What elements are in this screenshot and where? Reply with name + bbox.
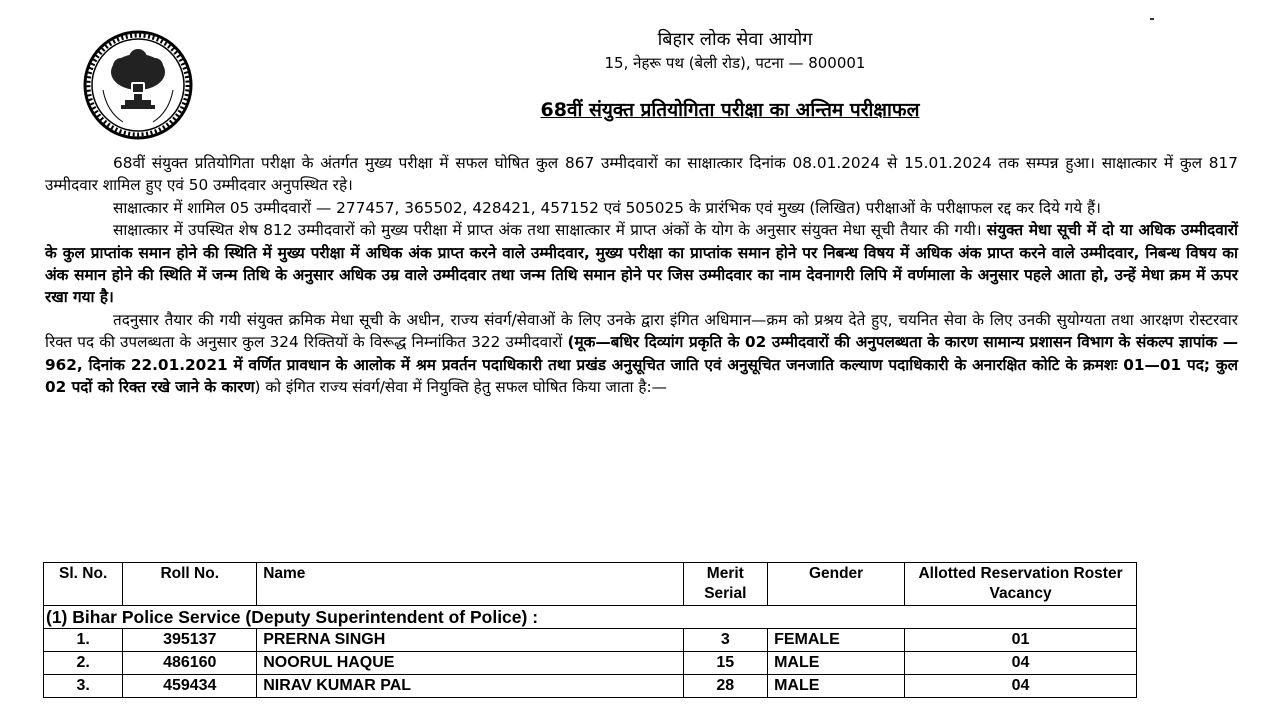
section-title: (1) Bihar Police Service (Deputy Superintendent of Police) : bbox=[44, 606, 1137, 629]
paragraph-selection bbox=[45, 309, 1238, 399]
notice-body bbox=[45, 152, 1238, 398]
cell-name: PRERNA SINGH bbox=[257, 629, 683, 652]
table-row bbox=[44, 675, 1137, 698]
cell-merit: 15 bbox=[683, 652, 768, 675]
commission-address: 15, नेहरू पथ (बेली रोड), पटना — 800001 bbox=[604, 54, 866, 72]
paragraph-merit-list bbox=[45, 219, 1238, 309]
cell-merit: 3 bbox=[683, 629, 768, 652]
merit-list-text: साक्षात्कार में उपस्थित शेष 812 उम्मीदवारों को मुख्य परीक्षा में प्राप्त अंक तथा साक्षात्कार में प्राप्त अंकों के योग के अनुसार संयुक्त मेधा सूची तैयार की गयी। bbox=[113, 221, 982, 240]
header-merit-serial: Merit Serial bbox=[683, 563, 768, 606]
cell-sl: 1. bbox=[44, 629, 123, 652]
cell-roll: 486160 bbox=[123, 652, 257, 675]
header-roll-no: Roll No. bbox=[123, 563, 257, 606]
cell-roll: 459434 bbox=[123, 675, 257, 698]
commission-name: बिहार लोक सेवा आयोग bbox=[657, 29, 813, 50]
cell-roll: 395137 bbox=[123, 629, 257, 652]
cell-merit: 28 bbox=[683, 675, 768, 698]
cell-roster: 01 bbox=[905, 629, 1137, 652]
letterhead bbox=[500, 28, 970, 74]
bpsc-seal-logo bbox=[83, 30, 193, 140]
vacancy-note-text: (मूक—बधिर दिव्यांग प्रकृति के 02 उम्मीदवारों की अनुपलब्धता के कारण सामान्य प्रशासन विभाग के संकल्प ज्ञापांक — 962, दिनांक 22.01.2021 में वर्णित प्रावधान के आलोक में श्रम प्रवर्तन पदाधिकारी तथा प्रखंड अनुसूचित जाति एवं अनुसूचित जनजाति कल्याण पदाधिकारी के अनारक्षित कोटि के क्रमशः 01—01 पद; कुल 02 पदों को रिक्त रखे जाने के कारण bbox=[45, 333, 1238, 397]
header-gender: Gender bbox=[768, 563, 905, 606]
cell-sl: 3. bbox=[44, 675, 123, 698]
section-row bbox=[44, 606, 1137, 629]
header-roster-vacancy: Allotted Reservation Roster Vacancy bbox=[905, 563, 1137, 606]
header-sl-no: Sl. No. bbox=[44, 563, 123, 606]
table-row bbox=[44, 629, 1137, 652]
header-name: Name bbox=[257, 563, 683, 606]
paragraph-cancelled-results: साक्षात्कार में शामिल 05 उम्मीदवारों — 277457, 365502, 428421, 457152 एवं 505025 के प्रारंभिक एवं मुख्य (लिखित) परीक्षाओं के परीक्षाफल रद्द कर दिये गये हैं। bbox=[113, 198, 1101, 217]
table-header-row bbox=[44, 563, 1137, 606]
cell-gender: MALE bbox=[768, 652, 905, 675]
table-row bbox=[44, 652, 1137, 675]
cell-gender: FEMALE bbox=[768, 629, 905, 652]
result-table bbox=[43, 562, 1137, 698]
paragraph-interview-summary: 68वीं संयुक्त प्रतियोगिता परीक्षा के अंतर्गत मुख्य परीक्षा में सफल घोषित कुल 867 उम्मीदवारों का साक्षात्कार दिनांक 08.01.2024 से 15.01.2024 तक सम्पन्न हुआ। साक्षात्कार में कुल 817 उम्मीदवार शामिल हुए एवं 50 उम्मीदवार अनुपस्थित रहे। bbox=[45, 154, 1238, 195]
document-title: 68वीं संयुक्त प्रतियोगिता परीक्षा का अन्तिम परीक्षाफल bbox=[540, 99, 920, 121]
selection-text: तदनुसार तैयार की गयी संयुक्त क्रमिक मेधा सूची के अधीन, राज्य संवर्ग/सेवाओं के लिए उनके द्वारा इंगित अधिमान—क्रम को प्रश्रय देते हुए, चयनित सेवा के लिए उनकी सुयोग्यता तथा आरक्षण रोस्टरवार रिक्त पद की उपलब्धता के अनुसार कुल 324 रिक्तियों के विरूद्ध निम्नांकित 322 उम्मीदवारों bbox=[45, 310, 1238, 352]
tie-break-rule-text: संयुक्त मेधा सूची में दो या अधिक उम्मीदवारों के कुल प्राप्तांक समान होने की स्थिति में मुख्य परीक्षा में अधिक अंक प्राप्त करने वाले उम्मीदवार, मुख्य परीक्षा का प्राप्तांक समान होने पर निबन्ध विषय में अधिक अंक प्राप्त करने वाले उम्मीदवार, निबन्ध विषय का अंक समान होने की स्थिति में जन्म तिथि के अनुसार अधिक उम्र वाले उम्मीदवार तथा जन्म तिथि समान होने पर जिस उम्मीदवार का नाम देवनागरी लिपि में वर्णमाला के अनुसार पहले आता हो, उन्हें मेधा क्रम में ऊपर रखा गया है। bbox=[45, 221, 1238, 307]
cell-gender: MALE bbox=[768, 675, 905, 698]
cell-name: NOORUL HAQUE bbox=[257, 652, 683, 675]
cell-roster: 04 bbox=[905, 652, 1137, 675]
scan-speck bbox=[1150, 18, 1154, 20]
cell-sl: 2. bbox=[44, 652, 123, 675]
selection-end-text: ) को इंगित राज्य संवर्ग/सेवा में नियुक्ति हेतु सफल घोषित किया जाता है:— bbox=[254, 378, 667, 397]
cell-name: NIRAV KUMAR PAL bbox=[257, 675, 683, 698]
cell-roster: 04 bbox=[905, 675, 1137, 698]
